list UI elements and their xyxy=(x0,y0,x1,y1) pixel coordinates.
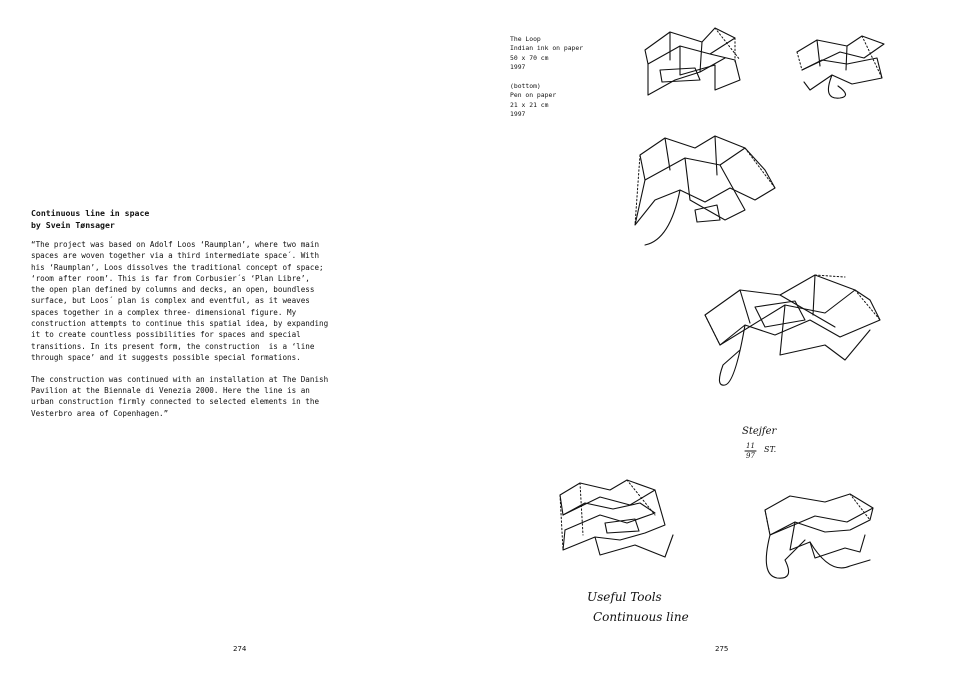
loop-sketch-6 xyxy=(755,490,880,585)
article-heading xyxy=(31,208,331,231)
loop-sketch-1 xyxy=(640,20,750,105)
text-line: “The project was based on Adolf Loos ‘Raumplan’, where two main xyxy=(31,240,320,249)
text-line: ‘room after room’. This is far from Corbusier´s ‘Plan Libre’, xyxy=(31,273,310,283)
caption-title: The Loop xyxy=(510,35,541,43)
article-body xyxy=(31,239,329,429)
paragraph-2 xyxy=(31,374,329,419)
text-line: surface, but Loos´ plan is complex and eventful, as it weaves xyxy=(31,296,310,306)
article-author: by Svein Tønsager xyxy=(31,219,115,230)
text-line: his ‘Raumplan’, Loos dissolves the traditional concept of space; xyxy=(31,262,324,272)
signature-date-a: 11 xyxy=(746,442,755,450)
loop-sketch-3 xyxy=(625,130,785,260)
handwritten-note xyxy=(585,585,715,630)
text-line: spaces together in a complex three- dimensional figure. My xyxy=(31,307,297,317)
handwriting-line-2: Continuous line xyxy=(593,610,689,624)
paragraph-1 xyxy=(31,239,329,363)
text-line: Vesterbro area of Copenhagen.” xyxy=(31,408,169,418)
loop-sketch-5 xyxy=(555,475,680,565)
text-line: the open plan defined by columns and decks, an open, boundless xyxy=(31,285,315,295)
artwork-caption xyxy=(510,35,630,120)
page-number-left: 274 xyxy=(233,644,247,653)
caption-bottom-medium: Pen on paper xyxy=(510,91,557,100)
text-line: Pavilion at the Biennale di Venezia 2000. Here the line is an xyxy=(31,386,310,396)
artist-signature xyxy=(740,420,820,470)
caption-year: 1997 xyxy=(510,63,526,72)
caption-medium: Indian ink on paper xyxy=(510,44,584,53)
page-number-right: 275 xyxy=(715,644,729,653)
text-line: it to create countless possibilities for spaces and special xyxy=(31,330,301,340)
text-line: The construction was continued with an installation at The Danish xyxy=(31,374,329,384)
caption-bottom-size: 21 x 21 cm xyxy=(510,100,549,109)
text-line: through space’ and it suggests possible special formations. xyxy=(31,352,301,362)
text-line: construction attempts to continue this spatial idea, by expanding xyxy=(31,319,329,329)
signature-name: Stejfer xyxy=(742,426,777,437)
handwriting-line-1: Useful Tools xyxy=(587,590,662,604)
text-line: transitions. In its present form, the construction is a ‘line xyxy=(31,341,315,351)
loop-sketch-4 xyxy=(695,265,885,395)
caption-bottom-label: (bottom) xyxy=(510,82,541,91)
caption-bottom-year: 1997 xyxy=(510,110,526,119)
text-line: spaces are woven together via a third intermediate space´. With xyxy=(31,251,320,261)
article-title: Continuous line in space xyxy=(31,208,150,218)
caption-size: 50 x 70 cm xyxy=(510,53,549,62)
loop-sketch-2 xyxy=(792,30,892,105)
signature-date-b: 97 xyxy=(746,452,755,460)
right-page xyxy=(480,0,960,678)
signature-initials: ST. xyxy=(764,445,777,454)
text-line: urban construction firmly connected to selected elements in the xyxy=(31,397,320,407)
